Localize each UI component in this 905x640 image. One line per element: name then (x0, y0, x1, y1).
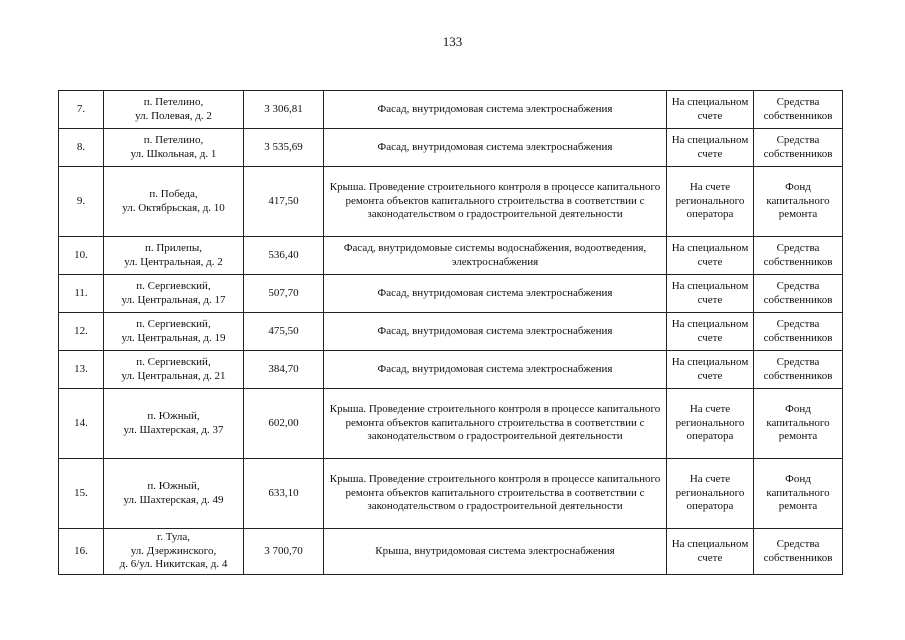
row-number: 8. (59, 129, 104, 167)
works-cell: Крыша. Проведение строительного контроля в процессе капитального ремонта объектов капитального строительства в соответствии с законодательством о градостроительной деятельности (324, 389, 667, 459)
works-cell: Фасад, внутридомовая система электроснабжения (324, 129, 667, 167)
account-cell: На специальном счете (667, 351, 754, 389)
address-line: п. Сергиевский, (136, 280, 211, 292)
amount-cell: 536,40 (244, 237, 324, 275)
works-cell: Крыша. Проведение строительного контроля в процессе капитального ремонта объектов капитального строительства в соответствии с законодательством о градостроительной деятельности (324, 167, 667, 237)
address-line: п. Южный, (147, 480, 200, 492)
table-row (59, 129, 843, 167)
address-line: п. Петелино, (143, 96, 204, 108)
address-cell (104, 351, 244, 389)
address-line: ул. Шахтерская, д. 49 (123, 493, 224, 506)
address-line: п. Сергиевский, (136, 356, 211, 368)
works-cell: Фасад, внутридомовая система электроснабжения (324, 351, 667, 389)
amount-cell: 3 306,81 (244, 91, 324, 129)
funds-cell: Средства собственников (754, 129, 843, 167)
table-row (59, 529, 843, 575)
amount-cell: 417,50 (244, 167, 324, 237)
repair-register-table (58, 90, 843, 575)
address-line: п. Южный, (147, 410, 200, 422)
works-cell: Фасад, внутридомовые системы водоснабжения, водоотведения, электроснабжения (324, 237, 667, 275)
address-cell (104, 129, 244, 167)
amount-cell: 602,00 (244, 389, 324, 459)
address-line: ул. Полевая, д. 2 (135, 109, 212, 122)
account-cell: На счете регионального оператора (667, 389, 754, 459)
address-cell (104, 389, 244, 459)
works-cell: Фасад, внутридомовая система электроснабжения (324, 91, 667, 129)
funds-cell: Фонд капитального ремонта (754, 389, 843, 459)
table-row (59, 459, 843, 529)
funds-cell: Фонд капитального ремонта (754, 459, 843, 529)
address-line: ул. Центральная, д. 17 (121, 293, 226, 306)
account-cell: На счете регионального оператора (667, 459, 754, 529)
page-number: 133 (442, 34, 463, 49)
row-number: 14. (59, 389, 104, 459)
row-number: 11. (59, 275, 104, 313)
table-row (59, 237, 843, 275)
address-line: п. Петелино, (143, 134, 204, 146)
address-line: ул. Школьная, д. 1 (130, 147, 217, 160)
address-cell (104, 459, 244, 529)
account-cell: На специальном счете (667, 313, 754, 351)
account-cell: На специальном счете (667, 275, 754, 313)
funds-cell: Средства собственников (754, 529, 843, 575)
table-row (59, 313, 843, 351)
works-cell: Крыша, внутридомовая система электроснабжения (324, 529, 667, 575)
amount-cell: 633,10 (244, 459, 324, 529)
account-cell: На счете регионального оператора (667, 167, 754, 237)
works-cell: Фасад, внутридомовая система электроснабжения (324, 313, 667, 351)
address-line: д. 6/ул. Никитская, д. 4 (119, 558, 228, 571)
row-number: 7. (59, 91, 104, 129)
works-cell: Фасад, внутридомовая система электроснабжения (324, 275, 667, 313)
funds-cell: Средства собственников (754, 351, 843, 389)
account-cell: На специальном счете (667, 529, 754, 575)
address-cell (104, 275, 244, 313)
funds-cell: Средства собственников (754, 91, 843, 129)
amount-cell: 3 700,70 (244, 529, 324, 575)
address-line: ул. Шахтерская, д. 37 (123, 423, 224, 436)
address-line: ул. Дзержинского, (130, 544, 217, 557)
table-row (59, 351, 843, 389)
row-number: 15. (59, 459, 104, 529)
address-line: п. Сергиевский, (136, 318, 211, 330)
table-row (59, 167, 843, 237)
row-number: 16. (59, 529, 104, 575)
funds-cell: Средства собственников (754, 313, 843, 351)
account-cell: На специальном счете (667, 91, 754, 129)
table-row (59, 275, 843, 313)
address-line: п. Победа, (149, 188, 198, 200)
works-cell: Крыша. Проведение строительного контроля в процессе капитального ремонта объектов капитального строительства в соответствии с законодательством о градостроительной деятельности (324, 459, 667, 529)
amount-cell: 475,50 (244, 313, 324, 351)
row-number: 12. (59, 313, 104, 351)
amount-cell: 507,70 (244, 275, 324, 313)
account-cell: На специальном счете (667, 237, 754, 275)
amount-cell: 3 535,69 (244, 129, 324, 167)
table-row (59, 91, 843, 129)
address-cell (104, 167, 244, 237)
funds-cell: Средства собственников (754, 237, 843, 275)
table-row (59, 389, 843, 459)
row-number: 9. (59, 167, 104, 237)
amount-cell: 384,70 (244, 351, 324, 389)
account-cell: На специальном счете (667, 129, 754, 167)
address-line: п. Прилепы, (144, 242, 203, 254)
address-line: ул. Октябрьская, д. 10 (122, 201, 225, 214)
address-cell (104, 313, 244, 351)
address-cell (104, 237, 244, 275)
address-cell (104, 529, 244, 575)
address-line: ул. Центральная, д. 21 (121, 369, 226, 382)
row-number: 10. (59, 237, 104, 275)
address-line: ул. Центральная, д. 19 (121, 331, 226, 344)
funds-cell: Средства собственников (754, 275, 843, 313)
address-cell (104, 91, 244, 129)
address-line: ул. Центральная, д. 2 (124, 255, 223, 268)
address-line: г. Тула, (156, 531, 191, 544)
row-number: 13. (59, 351, 104, 389)
funds-cell: Фонд капитального ремонта (754, 167, 843, 237)
